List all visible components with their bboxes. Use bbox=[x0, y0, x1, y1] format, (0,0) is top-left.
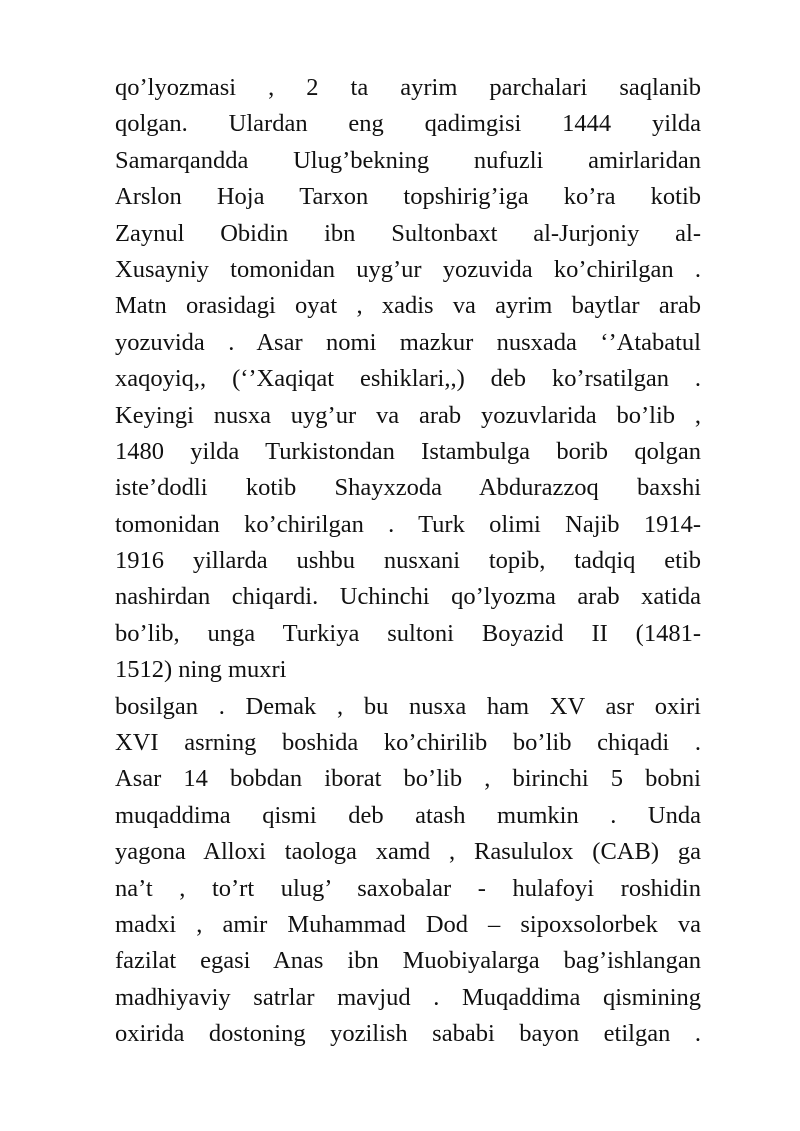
text-line: muqaddima qismi deb atash mumkin . Unda bbox=[115, 801, 701, 829]
text-line: yozuvida . Asar nomi mazkur nusxada ‘’Atabatul bbox=[115, 328, 701, 356]
text-line: 1480 yilda Turkistondan Istambulga borib qolgan bbox=[115, 437, 701, 465]
body-text bbox=[115, 70, 701, 1053]
text-line: Matn orasidagi oyat , xadis va ayrim baytlar arab bbox=[115, 292, 701, 320]
text-line: Samarqandda Ulug’bekning nufuzli amirlaridan bbox=[115, 146, 701, 174]
text-line: nashirdan chiqardi. Uchinchi qo’lyozma arab xatida bbox=[115, 583, 701, 611]
text-line: fazilat egasi Anas ibn Muobiyalarga bag’ishlangan bbox=[115, 947, 701, 975]
text-line: XVI asrning boshida ko’chirilib bo’lib chiqadi . bbox=[115, 729, 701, 757]
text-line: qolgan. Ulardan eng qadimgisi 1444 yilda bbox=[115, 110, 701, 138]
text-line: iste’dodli kotib Shayxzoda Abdurazzoq baxshi bbox=[115, 474, 701, 502]
text-line: Asar 14 bobdan iborat bo’lib , birinchi 5 bobni bbox=[115, 765, 701, 793]
text-line: 1916 yillarda ushbu nusxani topib, tadqiq etib bbox=[115, 547, 701, 575]
text-line: bosilgan . Demak , bu nusxa ham XV asr oxiri bbox=[115, 692, 701, 720]
text-line: 1512) ning muxri bbox=[115, 656, 287, 684]
text-line: na’t , to’rt ulug’ saxobalar - hulafoyi roshidin bbox=[115, 874, 701, 902]
text-line: Keyingi nusxa uyg’ur va arab yozuvlarida bo’lib , bbox=[115, 401, 701, 429]
text-line: madhiyaviy satrlar mavjud . Muqaddima qismining bbox=[115, 983, 701, 1011]
text-line: Xusayniy tomonidan uyg’ur yozuvida ko’chirilgan . bbox=[115, 255, 701, 283]
text-line: xaqoyiq,, (‘’Xaqiqat eshiklari,,) deb ko’rsatilgan . bbox=[115, 365, 701, 393]
text-line: qo’lyozmasi , 2 ta ayrim parchalari saqlanib bbox=[115, 74, 701, 101]
text-line: tomonidan ko’chirilgan . Turk olimi Najib 1914- bbox=[115, 510, 701, 538]
text-line: Arslon Hoja Tarxon topshirig’iga ko’ra kotib bbox=[115, 183, 701, 211]
text-line: yagona Alloxi taologa xamd , Rasululox (CAB) ga bbox=[115, 838, 701, 866]
text-line: madxi , amir Muhammad Dod – sipoxsolorbek va bbox=[115, 910, 701, 938]
text-line: oxirida dostoning yozilish sababi bayon etilgan . bbox=[115, 1020, 701, 1048]
text-line: Zaynul Obidin ibn Sultonbaxt al-Jurjoniy al- bbox=[115, 219, 701, 247]
text-line: bo’lib, unga Turkiya sultoni Boyazid II (1481- bbox=[115, 619, 701, 647]
